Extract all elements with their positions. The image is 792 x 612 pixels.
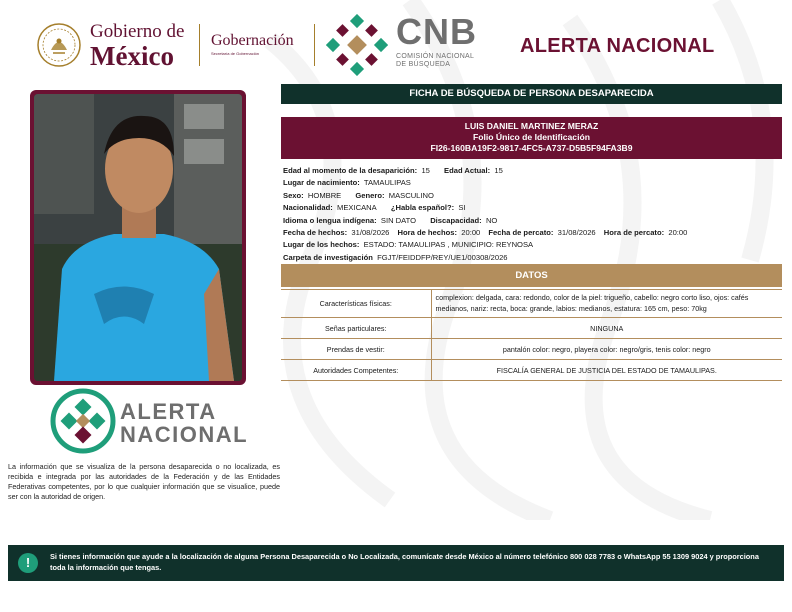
hora-percato-label: Hora de percato: — [603, 228, 665, 238]
sexo-label: Sexo: — [283, 190, 304, 200]
table-row — [281, 290, 782, 318]
info-row-sexo — [283, 190, 783, 202]
table-row — [281, 339, 782, 360]
header-divider — [199, 24, 200, 66]
datos-table — [281, 289, 782, 381]
header — [0, 0, 792, 82]
lugar-hechos-value: ESTADO: TAMAULIPAS , MUNICIPIO: REYNOSA — [363, 240, 534, 250]
datos-value: pantalón color: negro, playera color: negro/gris, tenis color: negro — [431, 339, 782, 360]
datos-label: Señas particulares: — [281, 318, 431, 339]
alerta-logo-line2: NACIONAL — [120, 422, 249, 448]
table-row — [281, 318, 782, 339]
person-name: LUIS DANIEL MARTINEZ MERAZ — [464, 121, 599, 131]
fecha-hechos-value: 31/08/2026 — [351, 228, 390, 238]
edad-actual-value: 15 — [494, 166, 503, 175]
person-info — [283, 165, 783, 264]
alerta-nacional-logo-icon — [50, 388, 116, 454]
lugar-nacimiento-value: TAMAULIPAS — [363, 178, 411, 188]
info-row-nacimiento — [283, 177, 783, 189]
info-row-carpeta — [283, 252, 783, 264]
gobierno-de-mexico-logo — [90, 22, 184, 70]
fecha-percato-value: 31/08/2026 — [557, 228, 596, 238]
person-photo-illustration — [34, 94, 242, 381]
folio-value: FI26-160BA19F2-9817-4FC5-A737-D5B5F94FA3B9 — [430, 143, 633, 154]
gobernacion-subtitle: Secretaría de Gobernación — [211, 51, 260, 56]
cnb-title: CNB — [396, 11, 477, 52]
info-row-fechas — [283, 227, 783, 239]
ficha-title-bar: FICHA DE BÚSQUEDA DE PERSONA DESAPARECIDA — [281, 84, 782, 104]
genero-label: Genero: — [355, 190, 385, 200]
edad-actual-label: Edad Actual: — [444, 166, 491, 175]
discapacidad-value: NO — [485, 215, 498, 225]
gobierno-line2: México — [90, 41, 174, 71]
cnb-subtitle-1: COMISIÓN NACIONAL — [396, 53, 475, 60]
nacionalidad-label: Nacionalidad: — [283, 203, 333, 213]
info-row-edad — [283, 165, 783, 177]
datos-label: Autoridades Competentes: — [281, 360, 431, 381]
cnb-logo-text — [396, 11, 477, 69]
folio-label: Folio Único de Identificación — [473, 132, 590, 143]
header-divider — [314, 24, 315, 66]
discapacidad-label: Discapacidad: — [430, 215, 482, 225]
hora-percato-value: 20:00 — [668, 228, 688, 238]
table-row — [281, 360, 782, 381]
nacionalidad-value: MEXICANA — [337, 203, 377, 213]
footer-banner — [8, 545, 784, 581]
datos-title-bar: DATOS — [281, 264, 782, 287]
lugar-nacimiento-label: Lugar de nacimiento: — [283, 178, 360, 188]
info-row-idioma — [283, 215, 783, 227]
person-name-bar — [281, 117, 782, 159]
fecha-percato-label: Fecha de percato: — [488, 228, 554, 238]
photo-frame — [30, 90, 246, 385]
fecha-hechos-label: Fecha de hechos: — [283, 228, 348, 238]
datos-value: complexion: delgada, cara: redondo, color de la piel: trigueño, cabello: negro corto liso, ojos: cafés medianos, nariz: recta, boca: grande, labios: medianos, estatura: 165 cm, peso: 70kg — [431, 290, 782, 318]
datos-label: Características físicas: — [281, 290, 431, 318]
habla-espanol-label: ¿Habla español?: — [390, 203, 455, 213]
idioma-value: SIN DATO — [380, 215, 417, 225]
alert-icon: ! — [18, 553, 38, 573]
idioma-label: Idioma o lengua indígena: — [283, 215, 377, 225]
alerta-nacional-title: ALERTA NACIONAL — [520, 35, 715, 57]
carpeta-value: FGJT/FEIDDFP/REY/UE1/00308/2026 — [377, 252, 508, 262]
escudo-nacional-icon — [36, 22, 82, 68]
habla-espanol-value: SI — [458, 203, 466, 213]
info-row-lugar-hechos — [283, 239, 783, 251]
lugar-hechos-label: Lugar de los hechos: — [283, 240, 360, 250]
footer-message: Si tienes información que ayude a la localización de alguna Persona Desaparecida o No Localizada, comunícate desde México al número telefónico 800 028 7783 o WhatsApp 55 1309 9024 y proporciona toda la información que tengas. — [50, 552, 759, 572]
person-photo — [34, 94, 242, 381]
datos-label: Prendas de vestir: — [281, 339, 431, 360]
hora-hechos-value: 20:00 — [461, 228, 481, 238]
disclaimer-text: La información que se visualiza de la persona desaparecida o no localizada, es recibida e integrada por las autoridades de la Federación y de las Entidades Federativas competentes, por lo que cualquier información que se visualice, puede ser con la autoridad de origen. — [8, 462, 280, 501]
datos-value: NINGUNA — [431, 318, 782, 339]
gobernacion-logo — [211, 32, 294, 56]
genero-value: MASCULINO — [388, 190, 434, 200]
alerta-nacional-logo-text — [120, 400, 248, 446]
carpeta-label: Carpeta de investigación — [283, 252, 373, 262]
sexo-value: HOMBRE — [307, 190, 342, 200]
info-row-nacionalidad — [283, 202, 783, 214]
gobierno-line1: Gobierno de — [90, 21, 185, 42]
gobernacion-title: Gobernación — [211, 32, 294, 49]
hora-hechos-label: Hora de hechos: — [397, 228, 458, 238]
alerta-logo-line1: ALERTA — [120, 399, 217, 424]
cnb-emblem-icon — [326, 14, 388, 76]
edad-desaparicion-label: Edad al momento de la desaparición: — [283, 166, 418, 175]
datos-value: FISCALÍA GENERAL DE JUSTICIA DEL ESTADO DE TAMAULIPAS. — [431, 360, 782, 381]
edad-desaparicion-value: 15 — [421, 166, 430, 175]
cnb-subtitle-2: DE BÚSQUEDA — [396, 61, 451, 69]
